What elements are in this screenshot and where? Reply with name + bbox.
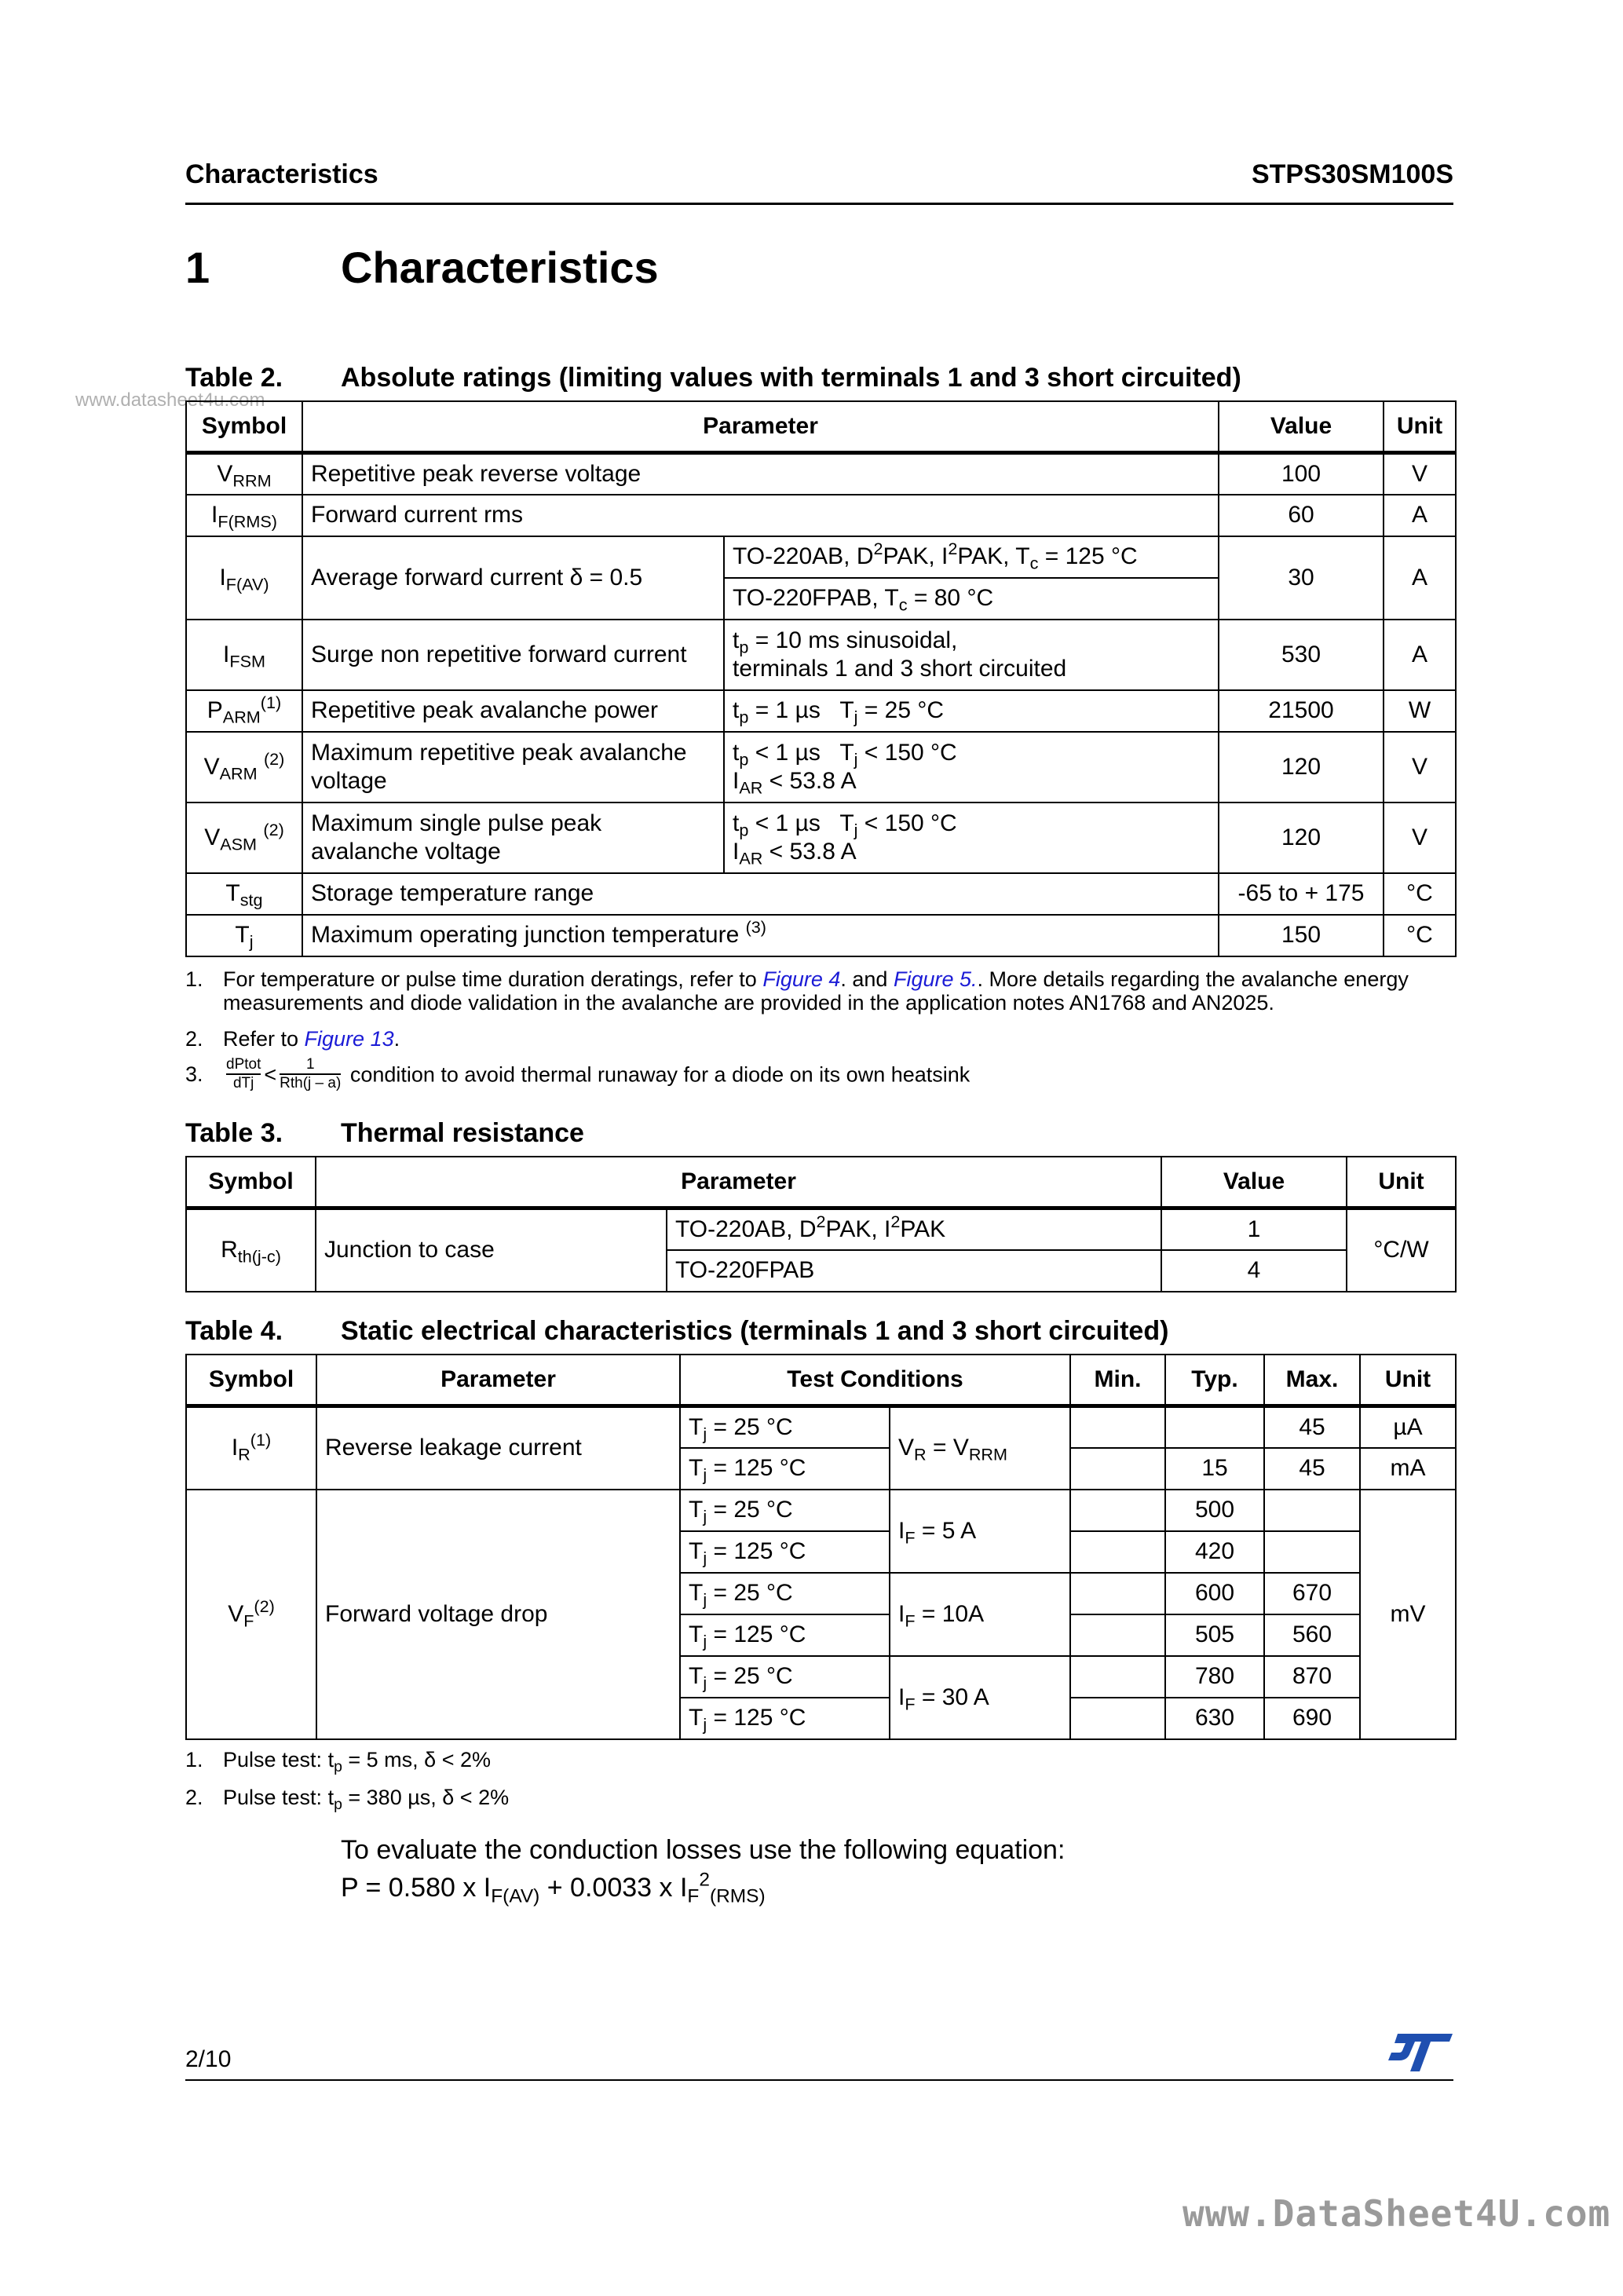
typ-cell: 505 bbox=[1165, 1614, 1264, 1656]
table4-header-typ: Typ. bbox=[1165, 1355, 1264, 1406]
symbol-cell: $V_{RRM}$ bbox=[186, 453, 302, 495]
unit-cell: V bbox=[1384, 453, 1456, 495]
table2-header-parameter: Parameter bbox=[302, 401, 1219, 453]
condition-cell: $t_p = 1$ µs $T_j = 25$ °C bbox=[724, 690, 1219, 732]
parameter-cell: Maximum single pulse peak avalanche voltage bbox=[302, 803, 724, 873]
table3-caption-title: Thermal resistance bbox=[341, 1118, 584, 1148]
table2-absolute-ratings bbox=[185, 400, 1457, 957]
parameter-cell: Maximum repetitive peak avalanche voltage bbox=[302, 732, 724, 803]
value-cell: 4 bbox=[1161, 1250, 1347, 1292]
table4-header-symbol: Symbol bbox=[186, 1355, 316, 1406]
table3-caption bbox=[185, 1118, 584, 1149]
temperature-cell: $T_j = 25$ °C bbox=[680, 1490, 890, 1531]
watermark-small: www.datasheet4u.com bbox=[75, 389, 265, 411]
table2-header-unit: Unit bbox=[1384, 401, 1456, 453]
temperature-cell: $T_j = 125$ °C bbox=[680, 1448, 890, 1490]
table2-note-3: 3. $\frac{\text{dPtot}}{\text{dTj}}$ < $\frac{1}{\text{Rth(j – a)}}$ condition to avoid thermal runaway for a diode on its own heatsink bbox=[185, 1056, 971, 1091]
table4-note-2: 2. Pulse test: $t_p = 380$ µs, δ < 2% bbox=[185, 1786, 510, 1813]
table3-thermal-resistance bbox=[185, 1156, 1457, 1292]
table2-caption-number: Table 2. bbox=[185, 363, 283, 393]
temperature-cell: $T_j = 25$ °C bbox=[680, 1406, 890, 1448]
table-row bbox=[186, 1490, 1456, 1531]
table3-header-unit: Unit bbox=[1347, 1157, 1456, 1208]
min-cell bbox=[1070, 1490, 1165, 1531]
table3-header-row bbox=[186, 1157, 1456, 1208]
figure-4-link[interactable]: Figure 4 bbox=[762, 967, 841, 991]
parameter-cell: Forward voltage drop bbox=[316, 1490, 680, 1739]
table4-caption bbox=[185, 1316, 1168, 1347]
condition-cell: $t_p < 1$ µs $T_j < 150$ °C $I_{AR} < 53.8$ A bbox=[724, 803, 1219, 873]
table4-header-parameter: Parameter bbox=[316, 1355, 680, 1406]
typ-cell: 780 bbox=[1165, 1656, 1264, 1698]
value-cell: 530 bbox=[1219, 620, 1384, 690]
condition-cell: $I_F = 30$ A bbox=[890, 1656, 1070, 1739]
temperature-cell: $T_j = 25$ °C bbox=[680, 1656, 890, 1698]
min-cell bbox=[1070, 1656, 1165, 1698]
typ-cell: 500 bbox=[1165, 1490, 1264, 1531]
unit-cell: °C/W bbox=[1347, 1208, 1456, 1292]
typ-cell: 600 bbox=[1165, 1573, 1264, 1614]
unit-cell: µA bbox=[1360, 1406, 1456, 1448]
symbol-cell: $V_{ASM}$ $^{(2)}$ bbox=[186, 803, 302, 873]
table-row bbox=[186, 495, 1456, 536]
max-cell: 870 bbox=[1264, 1656, 1360, 1698]
header-rule bbox=[185, 203, 1453, 205]
min-cell bbox=[1070, 1573, 1165, 1614]
symbol-cell: $T_j$ bbox=[186, 915, 302, 956]
table-row bbox=[186, 873, 1456, 915]
unit-cell: mV bbox=[1360, 1490, 1456, 1739]
table4-header-test: Test Conditions bbox=[680, 1355, 1070, 1406]
temperature-cell: $T_j = 125$ °C bbox=[680, 1698, 890, 1739]
unit-cell: V bbox=[1384, 803, 1456, 873]
table4-header-min: Min. bbox=[1070, 1355, 1165, 1406]
max-cell bbox=[1264, 1531, 1360, 1573]
symbol-cell: $I_{FSM}$ bbox=[186, 620, 302, 690]
table4-header-row bbox=[186, 1355, 1456, 1406]
header-part-number: STPS30SM100S bbox=[1251, 159, 1453, 189]
value-cell: 120 bbox=[1219, 732, 1384, 803]
symbol-cell: $I_R^{(1)}$ bbox=[186, 1406, 316, 1490]
value-cell: -65 to + 175 bbox=[1219, 873, 1384, 915]
min-cell bbox=[1070, 1406, 1165, 1448]
condition-cell: $I_F = 10A$ bbox=[890, 1573, 1070, 1656]
parameter-cell: Junction to case bbox=[316, 1208, 667, 1292]
table2-note-1: 1. For temperature or pulse time duration deratings, refer to Figure 4. and Figure 5.. More details regarding the avalanche energy measurements and diode validation in the avalanche are provided in the application notes AN1768 and AN2025. bbox=[185, 967, 1409, 1015]
unit-cell: °C bbox=[1384, 915, 1456, 956]
table2-caption bbox=[185, 363, 1241, 393]
watermark-large: www.DataSheet4U.com bbox=[1183, 2192, 1611, 2235]
symbol-cell: $V_F^{(2)}$ bbox=[186, 1490, 316, 1739]
table4-header-max: Max. bbox=[1264, 1355, 1360, 1406]
min-cell bbox=[1070, 1698, 1165, 1739]
table-row bbox=[186, 620, 1456, 690]
symbol-cell: $I_{F(RMS)}$ bbox=[186, 495, 302, 536]
value-cell: 30 bbox=[1219, 536, 1384, 620]
symbol-cell: $R_{th(j-c)}$ bbox=[186, 1208, 316, 1292]
unit-cell: mA bbox=[1360, 1448, 1456, 1490]
value-cell: 1 bbox=[1161, 1208, 1347, 1250]
figure-5-link[interactable]: Figure 5. bbox=[893, 967, 978, 991]
unit-cell: A bbox=[1384, 536, 1456, 620]
parameter-cell: Repetitive peak reverse voltage bbox=[302, 453, 1219, 495]
value-cell: 21500 bbox=[1219, 690, 1384, 732]
footer-rule bbox=[185, 2079, 1453, 2081]
max-cell: 670 bbox=[1264, 1573, 1360, 1614]
table3-caption-number: Table 3. bbox=[185, 1118, 283, 1148]
min-cell bbox=[1070, 1448, 1165, 1490]
unit-cell: °C bbox=[1384, 873, 1456, 915]
st-logo-icon bbox=[1387, 2032, 1454, 2073]
min-cell bbox=[1070, 1614, 1165, 1656]
conduction-loss-equation: P = 0.580 x $I_{F(AV)} + 0.0033$ x $I_F^2_{(RMS)}$ bbox=[341, 1869, 766, 1907]
table-row bbox=[186, 453, 1456, 495]
parameter-cell: Storage temperature range bbox=[302, 873, 1219, 915]
symbol-cell: $T_{stg}$ bbox=[186, 873, 302, 915]
table2-header-value: Value bbox=[1219, 401, 1384, 453]
table-row bbox=[186, 1208, 1456, 1250]
package-cell: TO-220AB, $D^2PAK$, $I^2PAK$ bbox=[667, 1208, 1161, 1250]
value-cell: 150 bbox=[1219, 915, 1384, 956]
table-row bbox=[186, 732, 1456, 803]
table-row bbox=[186, 803, 1456, 873]
max-cell: 560 bbox=[1264, 1614, 1360, 1656]
page-number: 2/10 bbox=[185, 2046, 232, 2072]
unit-cell: V bbox=[1384, 732, 1456, 803]
parameter-cell: Forward current rms bbox=[302, 495, 1219, 536]
temperature-cell: $T_j = 25$ °C bbox=[680, 1573, 890, 1614]
rth-fraction: $\frac{1}{\text{Rth(j – a)}}$ bbox=[280, 1056, 342, 1091]
typ-cell bbox=[1165, 1406, 1264, 1448]
parameter-cell: Repetitive peak avalanche power bbox=[302, 690, 724, 732]
unit-cell: A bbox=[1384, 495, 1456, 536]
parameter-cell: Surge non repetitive forward current bbox=[302, 620, 724, 690]
table4-static-characteristics bbox=[185, 1354, 1457, 1740]
min-cell bbox=[1070, 1531, 1165, 1573]
symbol-cell: $P_{ARM}^{(1)}$ bbox=[186, 690, 302, 732]
max-cell bbox=[1264, 1490, 1360, 1531]
temperature-cell: $T_j = 125$ °C bbox=[680, 1531, 890, 1573]
table3-header-value: Value bbox=[1161, 1157, 1347, 1208]
condition-cell: $V_R = V_{RRM}$ bbox=[890, 1406, 1070, 1490]
package-cell: TO-220FPAB bbox=[667, 1250, 1161, 1292]
max-cell: 45 bbox=[1264, 1406, 1360, 1448]
max-cell: 45 bbox=[1264, 1448, 1360, 1490]
table2-header-row bbox=[186, 401, 1456, 453]
condition-cell: $t_p = 10$ ms sinusoidal, terminals 1 and 3 short circuited bbox=[724, 620, 1219, 690]
temperature-cell: $T_j = 125$ °C bbox=[680, 1614, 890, 1656]
condition-cell: TO-220AB, $D^2PAK$, $I^2PAK$, $T_c = 125$ °C bbox=[724, 536, 1219, 578]
value-cell: 100 bbox=[1219, 453, 1384, 495]
parameter-cell: Maximum operating junction temperature $^{(3)}$ bbox=[302, 915, 1219, 956]
max-cell: 690 bbox=[1264, 1698, 1360, 1739]
parameter-cell: Reverse leakage current bbox=[316, 1406, 680, 1490]
table4-note-1: 1. Pulse test: $t_p = 5$ ms, δ < 2% bbox=[185, 1748, 491, 1775]
typ-cell: 420 bbox=[1165, 1531, 1264, 1573]
value-cell: 60 bbox=[1219, 495, 1384, 536]
condition-cell: $t_p < 1$ µs $T_j < 150$ °C $I_{AR} < 53.8$ A bbox=[724, 732, 1219, 803]
conduction-loss-intro: To evaluate the conduction losses use the following equation: bbox=[341, 1835, 1066, 1865]
parameter-cell: Average forward current δ = 0.5 bbox=[302, 536, 724, 620]
figure-13-link[interactable]: Figure 13 bbox=[304, 1027, 394, 1051]
value-cell: 120 bbox=[1219, 803, 1384, 873]
section-number: 1 bbox=[185, 243, 210, 292]
unit-cell: W bbox=[1384, 690, 1456, 732]
table3-header-parameter: Parameter bbox=[316, 1157, 1161, 1208]
table2-caption-title: Absolute ratings (limiting values with terminals 1 and 3 short circuited) bbox=[341, 363, 1241, 393]
table4-header-unit: Unit bbox=[1360, 1355, 1456, 1406]
table-row bbox=[186, 1406, 1456, 1448]
section-title: Characteristics bbox=[341, 243, 659, 292]
typ-cell: 630 bbox=[1165, 1698, 1264, 1739]
table4-caption-number: Table 4. bbox=[185, 1316, 283, 1346]
symbol-cell: $V_{ARM}$ $^{(2)}$ bbox=[186, 732, 302, 803]
table2-header-symbol: Symbol bbox=[186, 401, 302, 453]
typ-cell: 15 bbox=[1165, 1448, 1264, 1490]
table2-note-2: 2. Refer to Figure 13. bbox=[185, 1027, 400, 1051]
header-section-name: Characteristics bbox=[185, 159, 378, 189]
table-row bbox=[186, 690, 1456, 732]
condition-cell: $I_F = 5$ A bbox=[890, 1490, 1070, 1573]
unit-cell: A bbox=[1384, 620, 1456, 690]
dptot-dtj-fraction: $\frac{\text{dPtot}}{\text{dTj}}$ bbox=[226, 1056, 261, 1091]
table-row bbox=[186, 915, 1456, 956]
table3-header-symbol: Symbol bbox=[186, 1157, 316, 1208]
table-row bbox=[186, 536, 1456, 578]
condition-cell: TO-220FPAB, $T_c = 80$ °C bbox=[724, 578, 1219, 620]
symbol-cell: $I_{F(AV)}$ bbox=[186, 536, 302, 620]
table4-caption-title: Static electrical characteristics (terminals 1 and 3 short circuited) bbox=[341, 1316, 1169, 1346]
